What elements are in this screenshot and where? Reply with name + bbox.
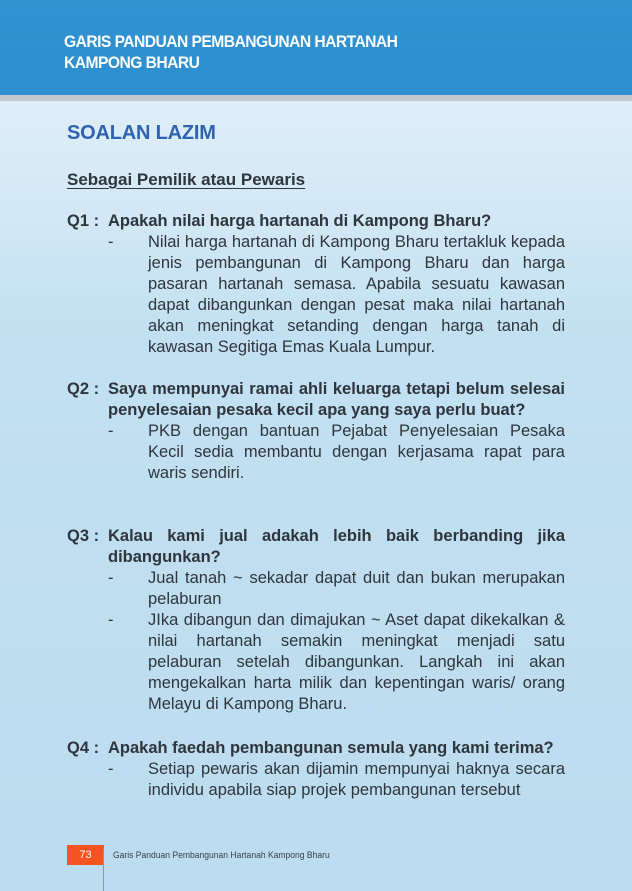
answer-bullet: - (108, 422, 114, 440)
answer-text: Jual tanah ~ sekadar dapat duit dan bukan merupakan pelaburan (148, 569, 565, 608)
answer-text: Setiap pewaris akan dijamin mempunyai haknya secara individu apabila siap projek pembangunan tersebut (148, 760, 565, 799)
answer (67, 759, 565, 801)
question (67, 738, 565, 759)
page-header-banner (0, 0, 632, 95)
faq-item-q1 (67, 211, 565, 358)
question-text: Apakah faedah pembangunan semula yang kami terima? (108, 739, 554, 757)
answer-text: PKB dengan bantuan Pejabat Penyelesaian Pesaka Kecil sedia membantu dengan kerjasama rapat para waris sendiri. (148, 422, 565, 482)
header-title (64, 31, 397, 73)
answer-text: Nilai harga hartanah di Kampong Bharu tertakluk kepada jenis pembangunan di Kampong Bharu dan harga pasaran hartanah semasa. Apabila sesuatu kawasan dapat dibangunkan dengan pesat maka nilai hartanah akan meningkat setanding dengan harga tanah di kawasan Segitiga Emas Kuala Lumpur. (148, 233, 565, 356)
question-number: Q4 : (67, 739, 100, 757)
question-number: Q1 : (67, 212, 100, 230)
subsection-title: Sebagai Pemilik atau Pewaris (67, 170, 306, 189)
header-title-line1: GARIS PANDUAN PEMBANGUNAN HARTANAH (64, 32, 398, 51)
header-title-line2: KAMPONG BHARU (64, 53, 200, 72)
question (67, 211, 565, 232)
footer-running-title: Garis Panduan Pembangunan Hartanah Kampong Bharu (113, 850, 330, 861)
answer-text: JIka dibangun dan dimajukan ~ Aset dapat dikekalkan & nilai hartanah semakin meningkat menjadi satu pelaburan setelah dibangunkan. Langkah ini akan mengekalkan harta milik dan kepentingan waris/ orang Melayu di Kampong Bharu. (148, 611, 565, 713)
question (67, 526, 565, 568)
answer (67, 421, 565, 484)
page-number-badge: 73 (67, 845, 104, 865)
faq-item-q2 (67, 379, 565, 484)
answer (67, 232, 565, 358)
answer (67, 610, 565, 715)
faq-item-q4 (67, 738, 565, 801)
answer-bullet: - (108, 760, 114, 778)
question-text: Apakah nilai harga hartanah di Kampong Bharu? (108, 212, 492, 230)
faq-item-q3 (67, 526, 565, 715)
question-text: Kalau kami jual adakah lebih baik berbanding jika dibangunkan? (108, 527, 565, 566)
answer-bullet: - (108, 569, 114, 587)
question-number: Q2 : (67, 380, 100, 398)
answer-bullet: - (108, 233, 114, 251)
question-number: Q3 : (67, 527, 100, 545)
answer (67, 568, 565, 610)
footer-divider (103, 849, 104, 891)
header-divider (0, 95, 632, 101)
section-title: SOALAN LAZIM (67, 122, 216, 144)
question (67, 379, 565, 421)
question-text: Saya mempunyai ramai ahli keluarga tetapi belum selesai penyelesaian pesaka kecil apa yang saya perlu buat? (108, 380, 565, 419)
answer-bullet: - (108, 611, 114, 629)
